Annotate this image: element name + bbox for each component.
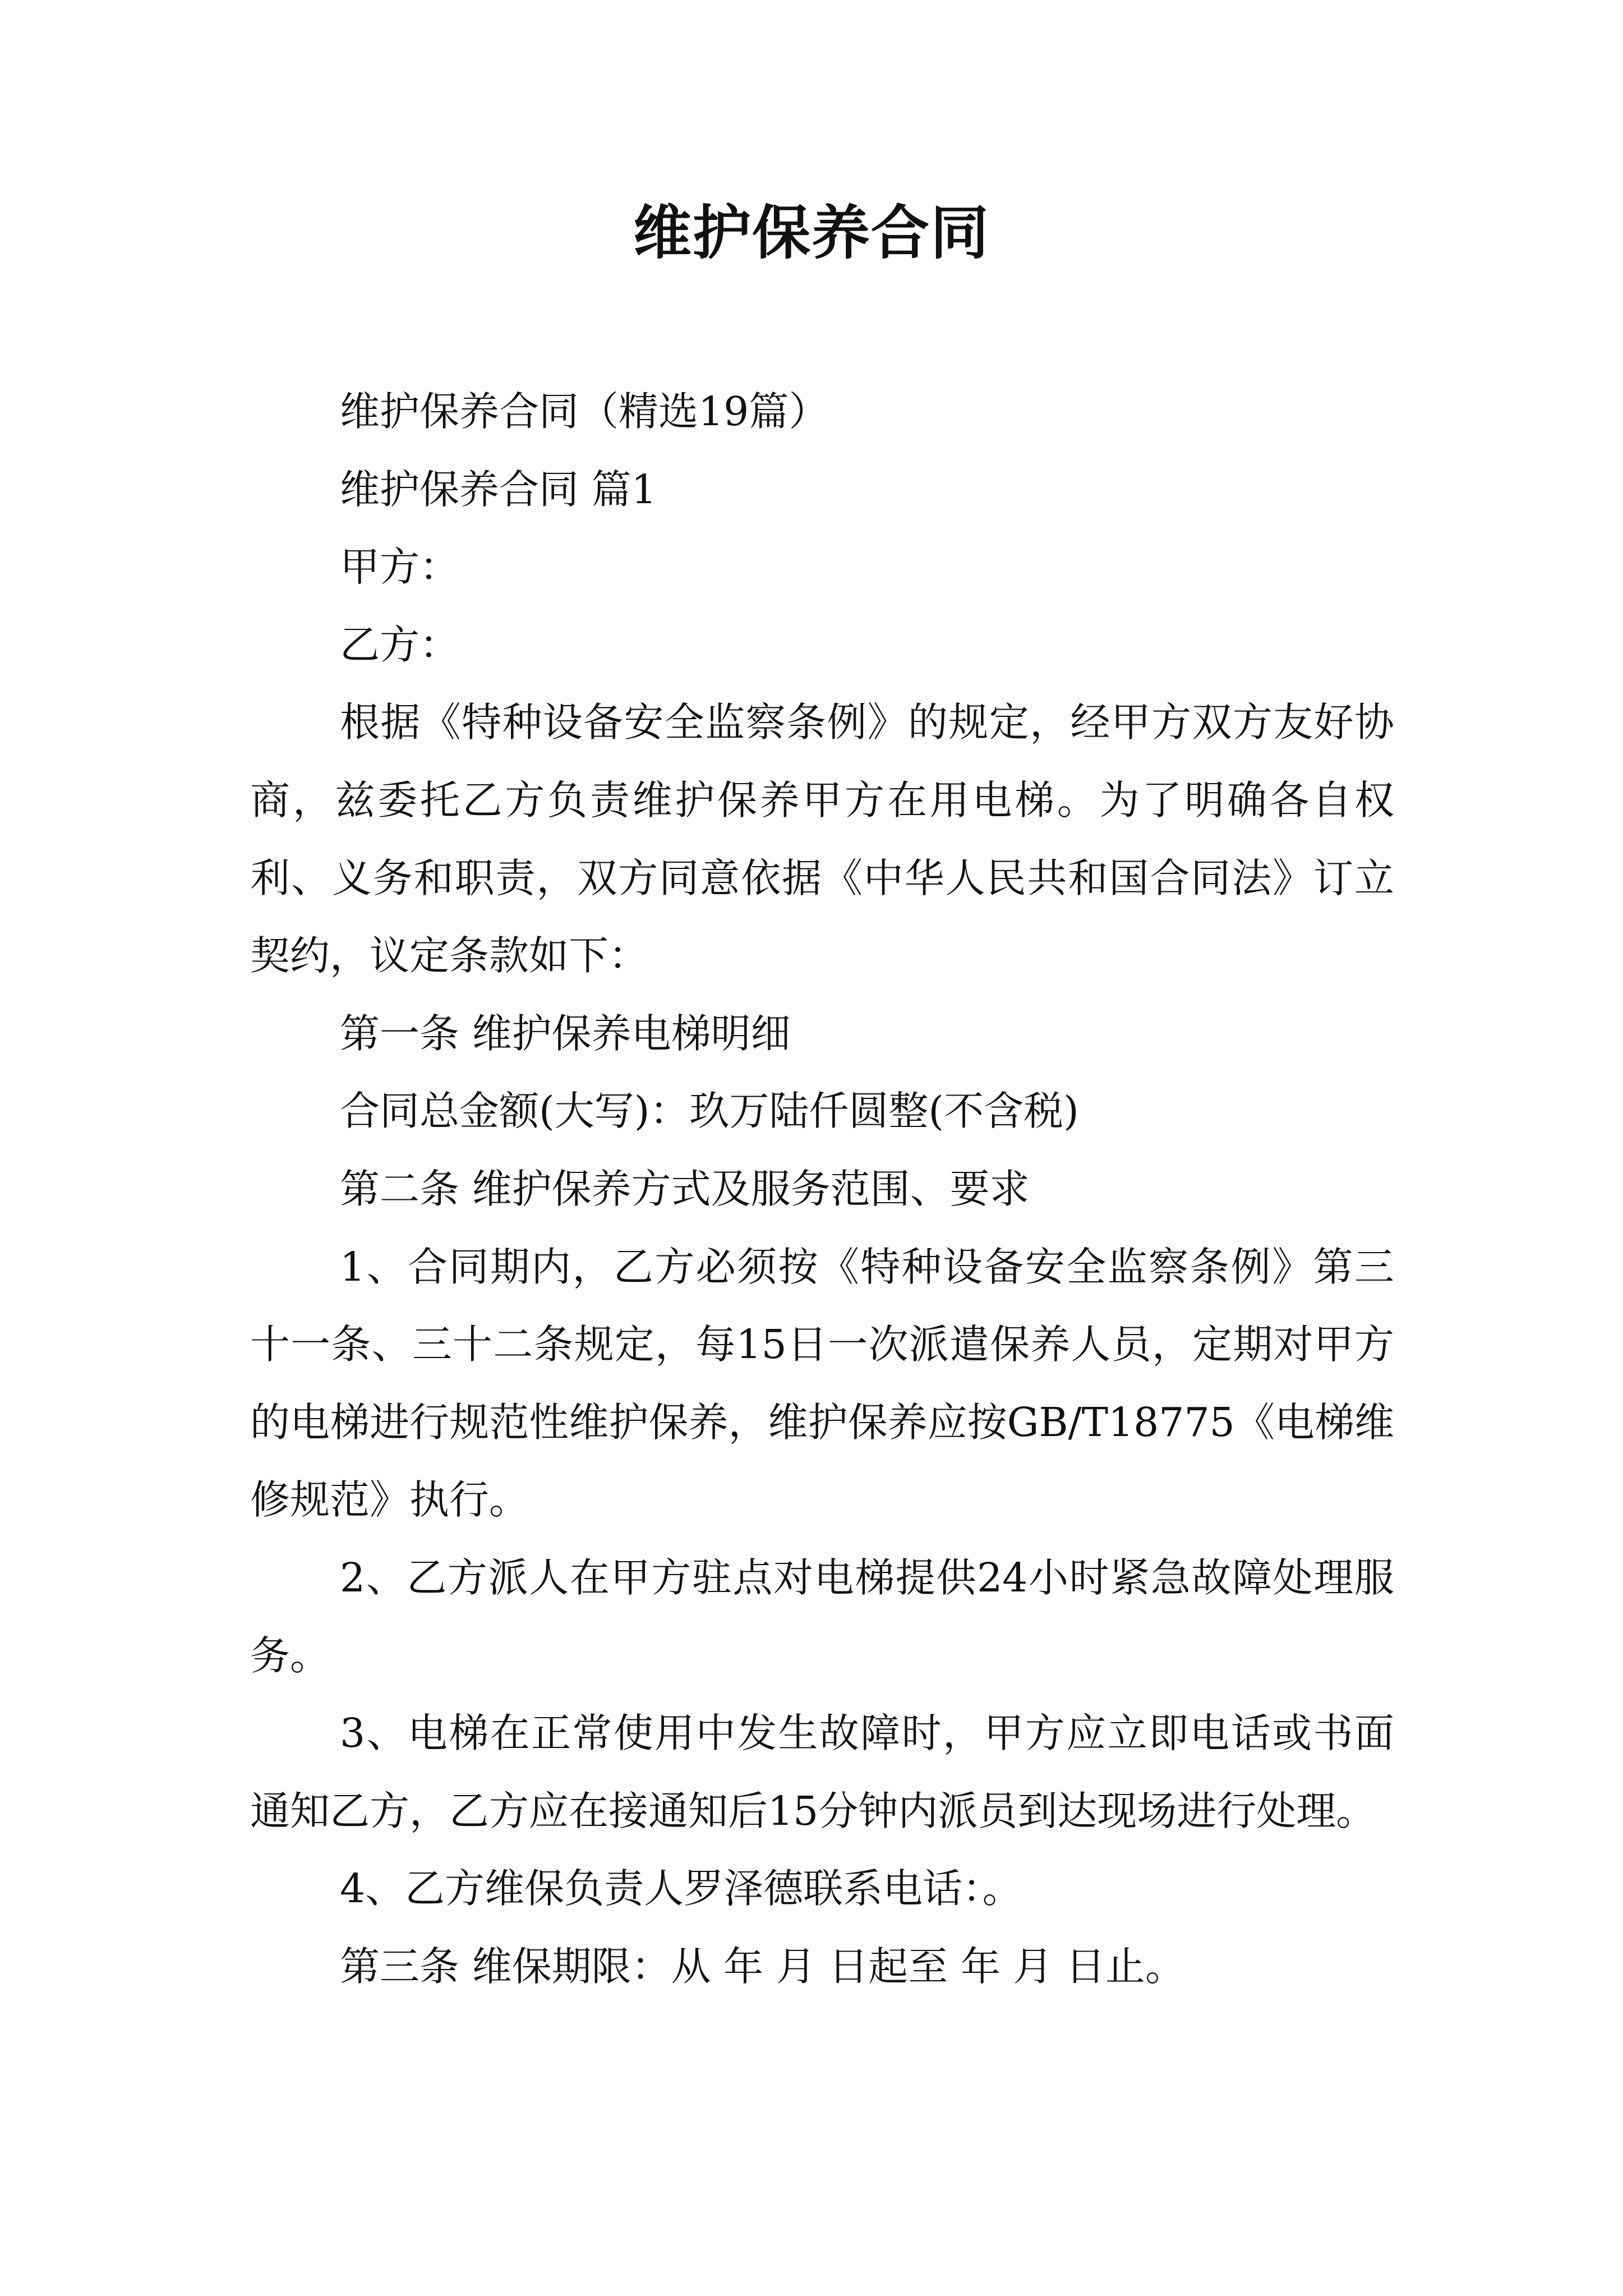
paragraph-preamble: 根据《特种设备安全监察条例》的规定，经甲方双方友好协商，兹委托乙方负责维护保养甲方在用电梯。为了明确各自权利、义务和职责，双方同意依据《中华人民共和国合同法》订立契约，议定条款如下： bbox=[250, 699, 1394, 979]
paragraph-subtitle: 维护保养合同（精选19篇） bbox=[340, 388, 829, 435]
paragraph-party-b: 乙方： bbox=[340, 621, 460, 668]
paragraph-clause-1: 1、合同期内，乙方必须按《特种设备安全监察条例》第三十一条、三十二条规定，每15日一次派遣保养人员，定期对甲方的电梯进行规范性维护保养，维护保养应按GB/T18775《电梯维修规范》执行。 bbox=[250, 1243, 1394, 1524]
paragraph-article-1: 第一条 维护保养电梯明细 bbox=[340, 1010, 791, 1057]
document-title: 维护保养合同 bbox=[633, 198, 990, 267]
paragraph-total-amount: 合同总金额(大写)：玖万陆仟圆整(不含税) bbox=[340, 1088, 1079, 1135]
document-body bbox=[250, 373, 1394, 2005]
paragraph-clause-4: 4、乙方维保负责人罗泽德联系电话：。 bbox=[340, 1865, 1022, 1912]
paragraph-article-2: 第二条 维护保养方式及服务范围、要求 bbox=[340, 1165, 1030, 1212]
paragraph-clause-2: 2、乙方派人在甲方驻点对电梯提供24小时紧急故障处理服务。 bbox=[250, 1554, 1394, 1679]
paragraph-section-heading: 维护保养合同 篇1 bbox=[340, 466, 657, 513]
paragraph-party-a: 甲方： bbox=[340, 544, 460, 591]
paragraph-clause-3: 3、电梯在正常使用中发生故障时，甲方应立即电话或书面通知乙方，乙方应在接通知后15分钟内派员到达现场进行处理。 bbox=[250, 1710, 1394, 1834]
paragraph-article-3: 第三条 维保期限：从 年 月 日起至 年 月 日止。 bbox=[340, 1943, 1185, 1990]
